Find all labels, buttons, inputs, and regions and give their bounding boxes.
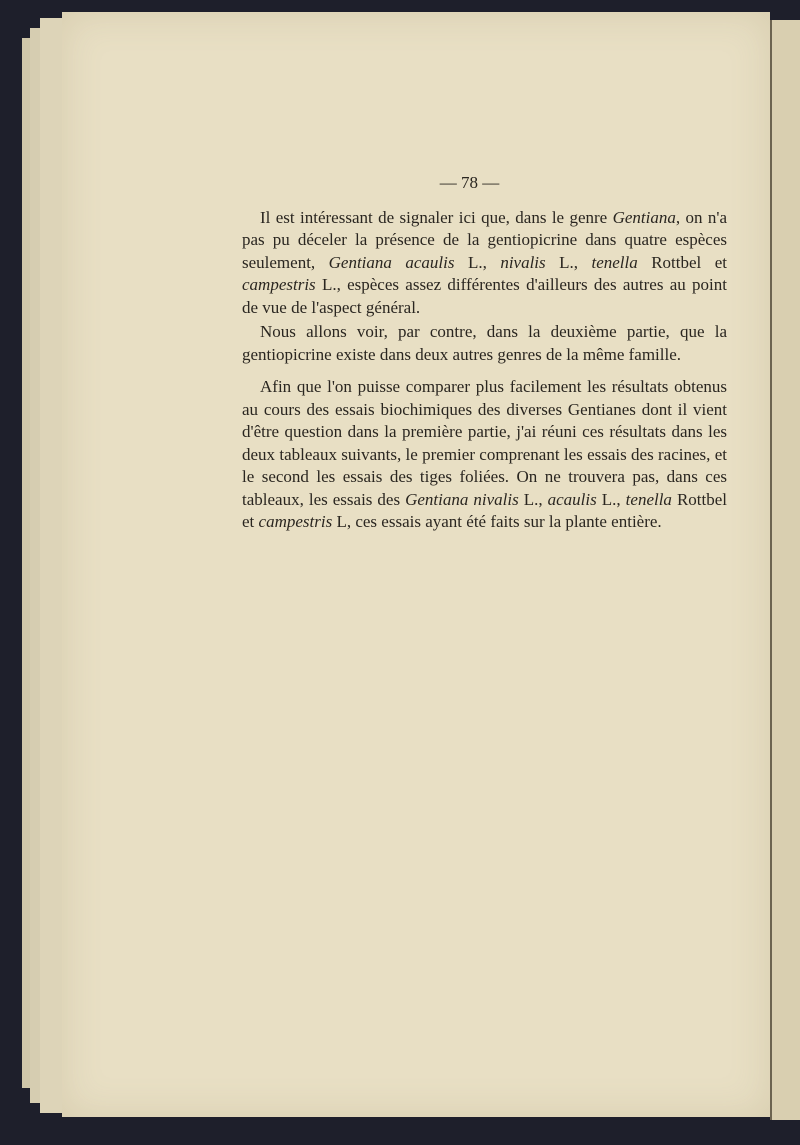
italic-text: campestris [242,275,316,294]
italic-text: campestris [258,512,333,531]
italic-text: Gentiana nivalis [405,489,519,509]
paragraph [242,207,727,320]
text-run: , on n'a pas pu déceler la présence de la gentiopicrine dans quatre espèces seulement, [242,207,728,272]
italic-text: Gentiana [612,207,676,227]
text-run: L, ces essais ayant été faits sur la plante entière. [332,512,662,531]
facing-page-edge [770,20,800,1120]
paragraph [242,321,727,366]
page-number: — 78 — [439,173,500,192]
text-run: Rottbel et [242,489,728,531]
italic-text: tenella [625,489,672,509]
italic-text: nivalis [500,252,546,272]
text-run: Rottbel et [637,252,728,272]
italic-text: tenella [591,252,638,272]
text-run: Nous allons voir, par contre, dans la deuxième partie, que la gentiopicrine existe dans deux autres genres de la même famille. [242,322,727,364]
paragraph [242,376,727,534]
text-run: L., [518,489,548,509]
text-run: L., [454,252,501,272]
italic-text: Gentiana acaulis [328,252,455,272]
italic-text: acaulis [547,489,597,509]
text-run: Afin que l'on puisse comparer plus facilement les résultats obtenus au cours des essais biochimiques des diverses Gentianes dont il vient d'être question dans la première partie, j'ai réuni ces résultats dans les deux tableaux suivants, le premier comprenant les essais des racines, et le second les essais des tiges foliées. On ne trouvera pas, dans ces tableaux, les essais des [242,377,727,509]
page-text [242,172,727,534]
body-text [242,207,727,534]
book-page [62,12,770,1117]
text-run: L., [596,489,626,509]
text-run: L., espèces assez différentes d'ailleurs des autres au point de vue de l'aspect général. [242,275,727,317]
text-run: L., [545,252,592,272]
text-run: Il est intéressant de signaler ici que, dans le genre [260,207,613,227]
